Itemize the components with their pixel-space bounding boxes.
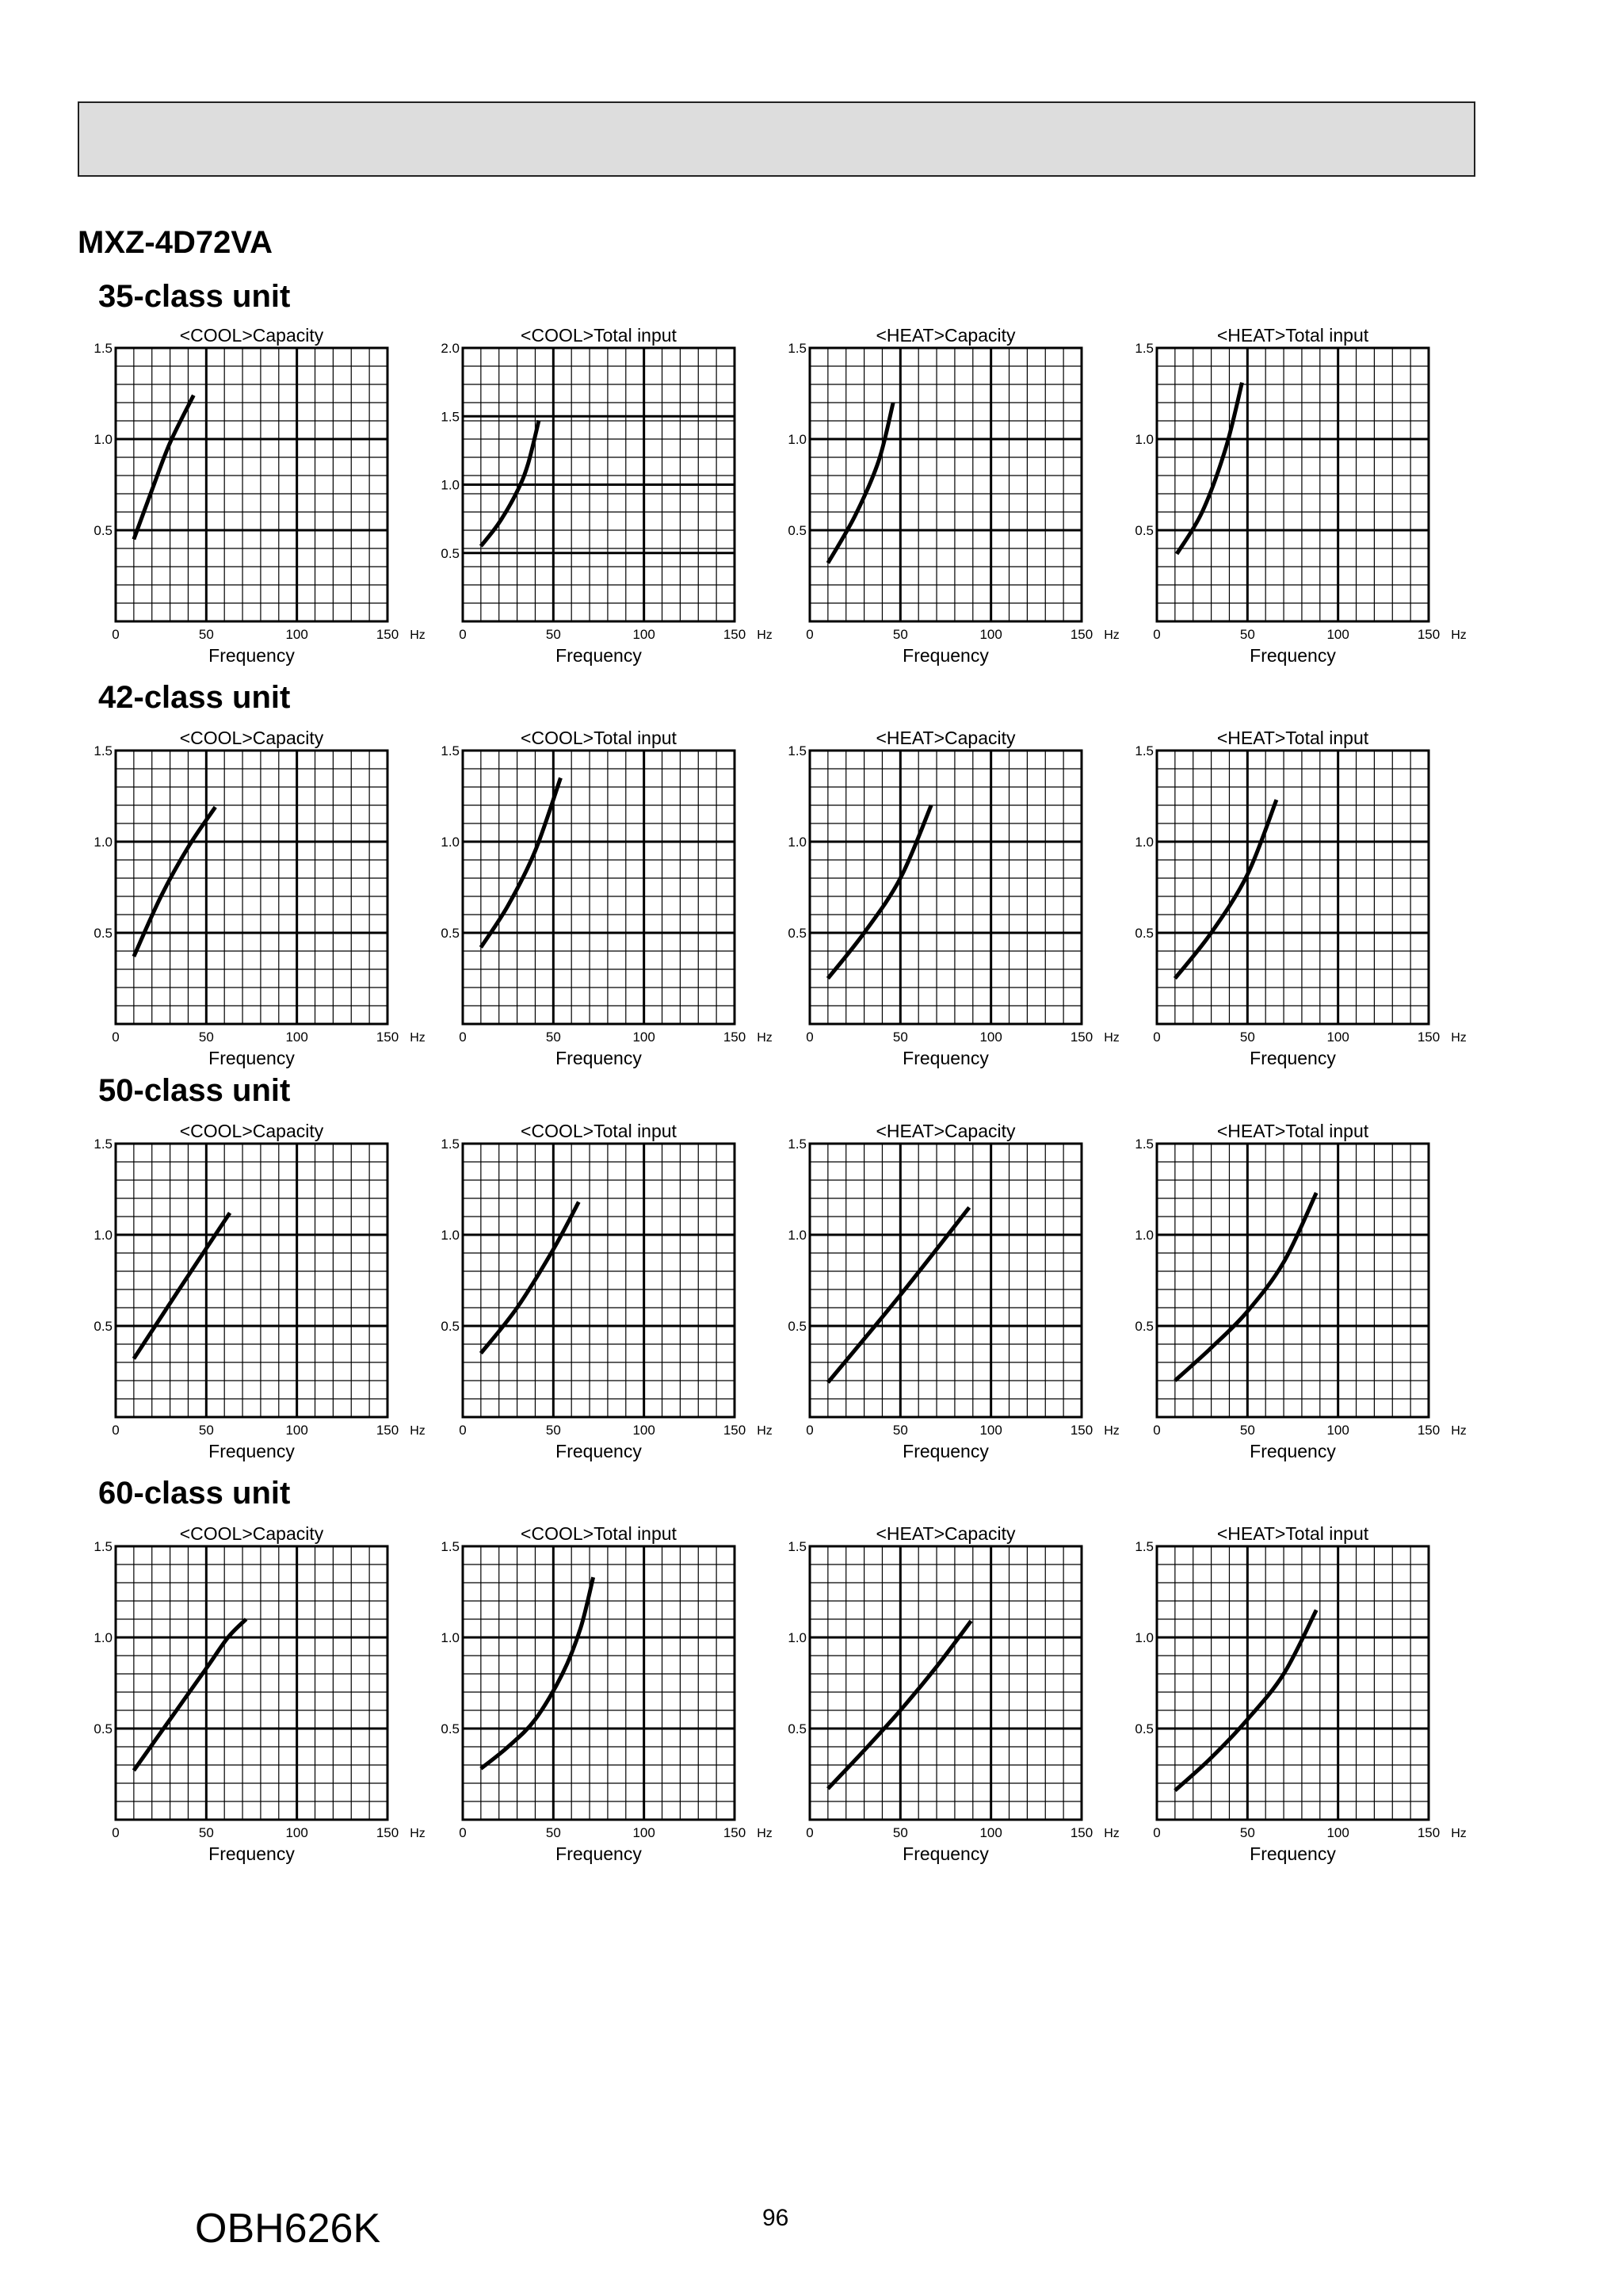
x-tick-label: 0 [806,1030,814,1045]
x-tick-label: 150 [723,627,746,642]
x-tick-label: 50 [198,1423,214,1438]
x-axis-label: Frequency [208,645,295,666]
x-tick-label: 150 [1070,1030,1093,1045]
x-tick-label: 150 [1417,627,1441,642]
x-tick-label: 50 [198,1825,214,1840]
y-tick-label: 1.5 [1135,1137,1154,1152]
chart-title: <HEAT>Total input [1216,325,1369,346]
y-tick-label: 1.0 [94,432,113,447]
header-banner [78,101,1475,177]
plot-frame [116,1144,387,1417]
x-axis-label: Frequency [1250,645,1336,666]
series-line [481,1577,593,1769]
y-tick-label: 0.5 [94,1319,113,1334]
y-tick-label: 1.5 [94,1137,113,1152]
x-unit-label: Hz [1451,1031,1467,1045]
x-unit-label: Hz [757,1827,773,1840]
y-tick-label: 1.5 [441,1137,460,1152]
plot-frame [810,1546,1082,1820]
y-tick-label: 1.0 [1135,835,1154,850]
x-tick-label: 100 [285,627,308,642]
plot-frame [1157,1546,1429,1820]
x-tick-label: 100 [979,1030,1002,1045]
y-tick-label: 1.5 [441,743,460,758]
series-line [1175,800,1277,978]
x-axis-label: Frequency [1250,1843,1336,1864]
x-tick-label: 0 [806,627,814,642]
x-tick-label: 0 [1153,1030,1161,1045]
y-tick-label: 0.5 [1135,1319,1154,1334]
y-tick-label: 0.5 [441,1721,460,1736]
y-tick-label: 1.5 [94,341,113,356]
series-line [828,805,931,979]
chart-42-heat-total-input [1119,724,1475,1080]
chart-grid [116,751,387,1024]
series-line [134,1619,246,1771]
chart-title: <HEAT>Capacity [876,325,1016,346]
x-tick-label: 150 [1417,1030,1441,1045]
chart-title: <COOL>Total input [521,1523,677,1544]
y-tick-label: 1.5 [788,743,807,758]
x-tick-label: 100 [285,1825,308,1840]
y-tick-label: 0.5 [1135,1721,1154,1736]
chart-grid [116,348,387,621]
y-tick-label: 1.5 [441,1539,460,1554]
plot-frame [116,348,387,621]
chart-grid [810,751,1082,1024]
x-axis-label: Frequency [208,1048,295,1068]
plot-frame [463,751,735,1024]
chart-grid [1157,751,1429,1024]
x-unit-label: Hz [1451,1424,1467,1438]
chart-grid [810,1144,1082,1417]
chart-grid [463,1546,735,1820]
x-tick-label: 100 [1326,1825,1349,1840]
x-tick-label: 100 [1326,1030,1349,1045]
y-tick-label: 0.5 [94,926,113,941]
y-tick-label: 0.5 [94,523,113,538]
x-tick-label: 50 [892,1825,908,1840]
chart-title: <HEAT>Capacity [876,1121,1016,1141]
x-unit-label: Hz [1451,628,1467,642]
x-tick-label: 50 [545,1030,561,1045]
x-tick-label: 100 [285,1423,308,1438]
chart-35-cool-capacity [78,321,434,678]
chart-title: <COOL>Capacity [179,1523,324,1544]
y-tick-label: 1.0 [788,1228,807,1243]
x-axis-label: Frequency [903,1441,989,1461]
x-tick-label: 0 [1153,1423,1161,1438]
chart-35-cool-total-input [425,321,781,678]
chart-50-heat-capacity [772,1117,1128,1473]
series-line [1175,1193,1316,1381]
x-unit-label: Hz [757,628,773,642]
chart-35-heat-capacity [772,321,1128,678]
x-axis-label: Frequency [903,645,989,666]
x-tick-label: 150 [1417,1423,1441,1438]
chart-grid [1157,348,1429,621]
x-axis-label: Frequency [1250,1048,1336,1068]
x-tick-label: 50 [892,1030,908,1045]
chart-title: <HEAT>Total input [1216,728,1369,748]
y-tick-label: 0.5 [441,1319,460,1334]
section-title-50: 50-class unit [98,1073,291,1108]
y-tick-label: 2.0 [441,341,460,356]
series-line [1177,383,1242,554]
x-tick-label: 100 [632,1423,655,1438]
series-line [134,395,193,540]
chart-title: <COOL>Total input [521,1121,677,1141]
plot-frame [1157,751,1429,1024]
section-title-60: 60-class unit [98,1476,291,1511]
y-tick-label: 1.5 [94,743,113,758]
x-tick-label: 150 [723,1423,746,1438]
x-tick-label: 50 [1239,627,1255,642]
document-code: OBH626K [195,2206,381,2252]
y-tick-label: 1.5 [1135,341,1154,356]
chart-grid [116,1546,387,1820]
x-tick-label: 0 [112,1030,120,1045]
plot-frame [810,1144,1082,1417]
x-tick-label: 100 [1326,627,1349,642]
x-tick-label: 0 [459,1423,467,1438]
plot-frame [810,751,1082,1024]
y-tick-label: 0.5 [788,1721,807,1736]
x-axis-label: Frequency [1250,1441,1336,1461]
x-tick-label: 100 [1326,1423,1349,1438]
x-axis-label: Frequency [555,1048,642,1068]
y-tick-label: 1.0 [788,835,807,850]
x-unit-label: Hz [1104,1827,1120,1840]
y-tick-label: 1.5 [1135,1539,1154,1554]
chart-60-cool-total-input [425,1519,781,1876]
x-unit-label: Hz [410,1827,426,1840]
x-tick-label: 50 [1239,1030,1255,1045]
chart-title: <COOL>Total input [521,728,677,748]
x-tick-label: 0 [459,1030,467,1045]
plot-frame [810,348,1082,621]
x-tick-label: 0 [459,1825,467,1840]
y-tick-label: 1.0 [94,1630,113,1645]
y-tick-label: 1.0 [1135,1228,1154,1243]
x-tick-label: 50 [545,1423,561,1438]
y-tick-label: 0.5 [788,1319,807,1334]
x-tick-label: 150 [376,1825,399,1840]
chart-42-cool-capacity [78,724,434,1080]
chart-grid [463,751,735,1024]
x-tick-label: 150 [723,1825,746,1840]
x-tick-label: 150 [1070,627,1093,642]
x-axis-label: Frequency [903,1843,989,1864]
plot-frame [463,1546,735,1820]
y-tick-label: 1.5 [788,1539,807,1554]
chart-35-heat-total-input [1119,321,1475,678]
x-tick-label: 0 [806,1825,814,1840]
x-axis-label: Frequency [208,1843,295,1864]
chart-60-heat-total-input [1119,1519,1475,1876]
x-tick-label: 150 [376,1423,399,1438]
x-tick-label: 50 [1239,1423,1255,1438]
chart-grid [463,1144,735,1417]
y-tick-label: 1.0 [441,1630,460,1645]
chart-grid [463,348,735,621]
x-axis-label: Frequency [555,1441,642,1461]
y-tick-label: 1.0 [94,835,113,850]
chart-title: <COOL>Capacity [179,325,324,346]
x-unit-label: Hz [1104,628,1120,642]
x-unit-label: Hz [757,1424,773,1438]
y-tick-label: 1.0 [1135,432,1154,447]
series-line [828,403,893,563]
x-tick-label: 50 [198,1030,214,1045]
chart-50-cool-capacity [78,1117,434,1473]
chart-50-cool-total-input [425,1117,781,1473]
x-tick-label: 0 [112,627,120,642]
plot-frame [1157,1144,1429,1417]
y-tick-label: 1.0 [788,432,807,447]
chart-60-heat-capacity [772,1519,1128,1876]
x-tick-label: 100 [979,1423,1002,1438]
x-unit-label: Hz [1104,1031,1120,1045]
y-tick-label: 0.5 [788,926,807,941]
plot-frame [1157,348,1429,621]
y-tick-label: 1.0 [441,835,460,850]
chart-grid [810,348,1082,621]
y-tick-label: 0.5 [1135,523,1154,538]
x-axis-label: Frequency [555,1843,642,1864]
chart-title: <HEAT>Capacity [876,728,1016,748]
x-tick-label: 0 [806,1423,814,1438]
model-title: MXZ-4D72VA [78,225,273,260]
chart-title: <COOL>Capacity [179,1121,324,1141]
x-tick-label: 0 [112,1825,120,1840]
x-tick-label: 100 [979,1825,1002,1840]
x-unit-label: Hz [410,628,426,642]
chart-title: <COOL>Total input [521,325,677,346]
x-tick-label: 50 [892,627,908,642]
page-number: 96 [762,2205,789,2231]
chart-grid [1157,1144,1429,1417]
x-unit-label: Hz [1104,1424,1120,1438]
y-tick-label: 0.5 [1135,926,1154,941]
y-tick-label: 1.0 [788,1630,807,1645]
plot-frame [463,1144,735,1417]
x-tick-label: 50 [545,1825,561,1840]
x-tick-label: 150 [723,1030,746,1045]
x-axis-label: Frequency [208,1441,295,1461]
y-tick-label: 1.5 [788,1137,807,1152]
x-axis-label: Frequency [903,1048,989,1068]
chart-grid [116,1144,387,1417]
x-unit-label: Hz [410,1031,426,1045]
x-unit-label: Hz [757,1031,773,1045]
x-tick-label: 0 [459,627,467,642]
x-tick-label: 50 [545,627,561,642]
x-tick-label: 150 [1070,1423,1093,1438]
x-tick-label: 150 [1417,1825,1441,1840]
x-tick-label: 150 [376,627,399,642]
chart-42-cool-total-input [425,724,781,1080]
y-tick-label: 1.5 [441,409,460,425]
x-unit-label: Hz [410,1424,426,1438]
x-tick-label: 150 [1070,1825,1093,1840]
y-tick-label: 1.0 [94,1228,113,1243]
x-tick-label: 50 [892,1423,908,1438]
x-tick-label: 150 [376,1030,399,1045]
x-tick-label: 100 [632,627,655,642]
x-tick-label: 100 [632,1030,655,1045]
chart-title: <HEAT>Total input [1216,1523,1369,1544]
y-tick-label: 0.5 [441,926,460,941]
y-tick-label: 0.5 [788,523,807,538]
y-tick-label: 1.5 [94,1539,113,1554]
series-line [134,807,216,957]
x-tick-label: 0 [1153,627,1161,642]
x-tick-label: 100 [285,1030,308,1045]
y-tick-label: 1.5 [788,341,807,356]
chart-50-heat-total-input [1119,1117,1475,1473]
chart-60-cool-capacity [78,1519,434,1876]
y-tick-label: 0.5 [94,1721,113,1736]
x-tick-label: 100 [979,627,1002,642]
section-title-35: 35-class unit [98,279,291,314]
series-line [481,1202,578,1354]
chart-title: <HEAT>Total input [1216,1121,1369,1141]
chart-grid [810,1546,1082,1820]
y-tick-label: 1.5 [1135,743,1154,758]
plot-frame [116,751,387,1024]
x-unit-label: Hz [1451,1827,1467,1840]
series-line [481,778,561,948]
y-tick-label: 1.0 [441,477,460,493]
plot-frame [116,1546,387,1820]
chart-grid [1157,1546,1429,1820]
x-tick-label: 0 [112,1423,120,1438]
chart-title: <HEAT>Capacity [876,1523,1016,1544]
x-tick-label: 100 [632,1825,655,1840]
x-tick-label: 0 [1153,1825,1161,1840]
y-tick-label: 1.0 [1135,1630,1154,1645]
x-tick-label: 50 [1239,1825,1255,1840]
chart-title: <COOL>Capacity [179,728,324,748]
x-tick-label: 50 [198,627,214,642]
chart-42-heat-capacity [772,724,1128,1080]
y-tick-label: 0.5 [441,545,460,561]
y-tick-label: 1.0 [441,1228,460,1243]
section-title-42: 42-class unit [98,680,291,715]
x-axis-label: Frequency [555,645,642,666]
